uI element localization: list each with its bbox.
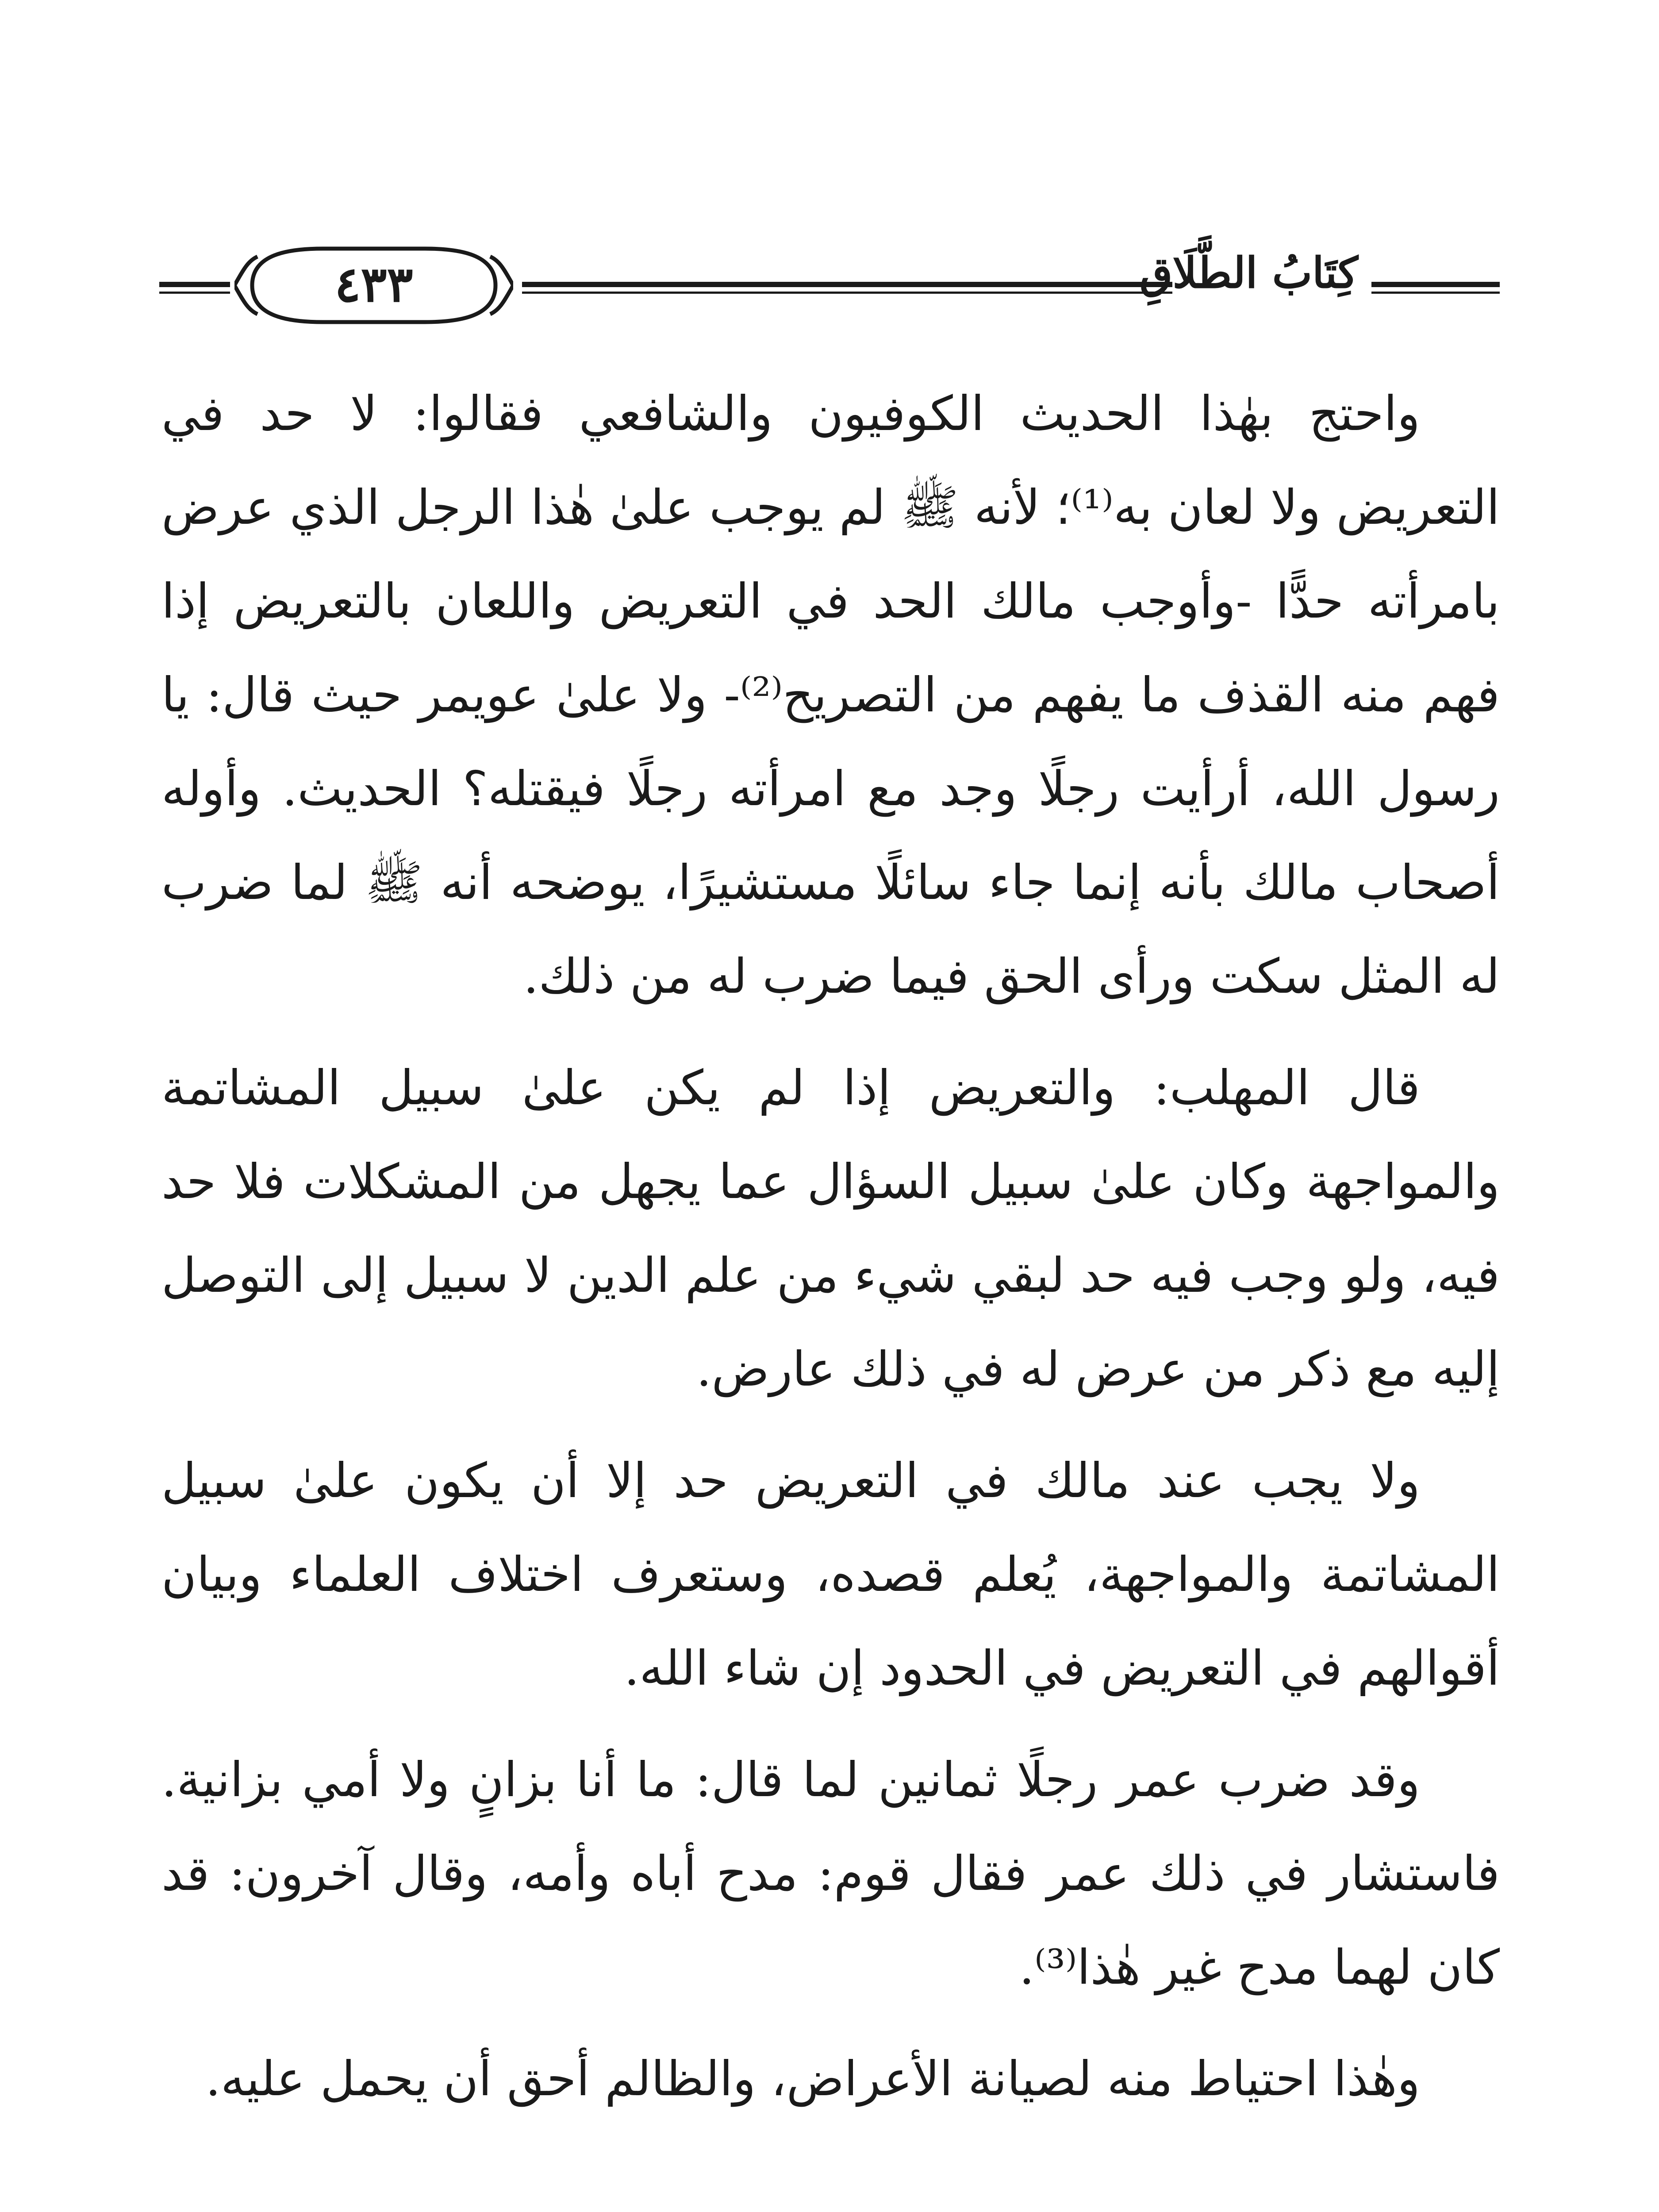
paragraph: وقد ضرب عمر رجلًا ثمانين لما قال: ما أنا بزانٍ ولا أمي بزانية. فاستشار في ذلك عمر فقال قوم: مدح أباه وأمه، وقال آخرون: قد كان لهما مدح غير هٰذا⁽³⁾. <box>161 1752 1500 1995</box>
paragraph: وهٰذا احتياط منه لصيانة الأعراض، والظالم أحق أن يحمل عليه. <box>205 2051 1420 2107</box>
paragraph: واحتج بهٰذا الحديث الكوفيون والشافعي فقالوا: لا حد في التعريض ولا لعان به⁽¹⁾؛ لأنه ﷺ لم يوجب علىٰ هٰذا الرجل الذي عرض بامرأته حدًّا -وأوجب مالك الحد في التعريض واللعان بالتعريض إذا فهم منه القذف ما يفهم من التصريح⁽²⁾- ولا علىٰ عويمر حيث قال: يا رسول الله، أرأيت رجلًا وجد مع امرأته رجلًا فيقتله؟ الحديث. وأوله أصحاب مالك بأنه إنما جاء سائلًا مستشيرًا، يوضحه أنه ﷺ لما ضرب له المثل سكت ورأى الحق فيما ضرب له من ذلك. <box>161 386 1500 1004</box>
paragraph: قال المهلب: والتعريض إذا لم يكن علىٰ سبيل المشاتمة والمواجهة وكان علىٰ سبيل السؤال عما يجهل من المشكلات فلا حد فيه، ولو وجب فيه حد لبقي شيء من علم الدين لا سبيل إلى التوصل إليه مع ذكر من عرض له في ذلك عارض. <box>161 1060 1500 1397</box>
page-header <box>159 239 1500 327</box>
page-number: ٤٣٣ <box>334 256 413 313</box>
header-rule-middle <box>522 282 1172 294</box>
header-rule-right <box>1371 282 1500 294</box>
paragraph: ولا يجب عند مالك في التعريض حد إلا أن يكون علىٰ سبيل المشاتمة والمواجهة، يُعلم قصده، وستعرف اختلاف العلماء وبيان أقوالهم في التعريض في الحدود إن شاء الله. <box>161 1453 1500 1696</box>
running-title: كِتَابُ الطَّلَاقِ <box>1139 248 1358 298</box>
header-rule-left <box>159 282 230 294</box>
main-text <box>161 367 1500 2144</box>
page-number-badge <box>234 243 513 327</box>
